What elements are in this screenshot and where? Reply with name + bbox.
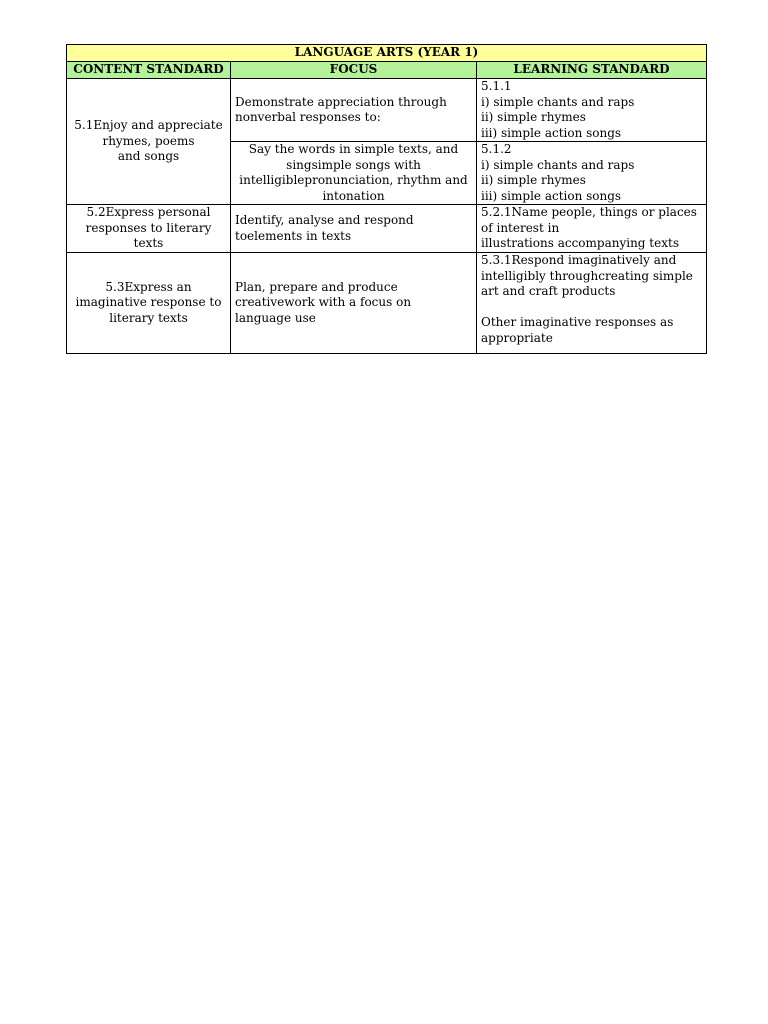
cell-line: i) simple chants and raps <box>481 94 635 109</box>
cell-line: 5.1Enjoy and appreciate <box>74 118 223 133</box>
language-arts-table <box>66 44 707 354</box>
table-header-row <box>67 62 707 79</box>
cell-line: 5.3Express an <box>105 279 192 294</box>
cell-line: 5.2.1Name people, things or places <box>481 205 697 219</box>
cell-line: toelements in texts <box>235 228 352 243</box>
cell-line: ii) simple rhymes <box>481 173 586 187</box>
cell-line: Say the words in simple texts, and <box>248 142 459 156</box>
cell-line: rhymes, poems <box>102 133 195 148</box>
cell-line: nonverbal responses to: <box>235 110 381 124</box>
cell-line: responses to literary <box>85 220 212 235</box>
content-standard-cell <box>67 79 231 205</box>
cell-line: Identify, analyse and respond <box>235 213 414 227</box>
focus-cell <box>231 253 477 354</box>
cell-line: ii) simple rhymes <box>481 110 586 124</box>
cell-line: intonation <box>322 188 385 203</box>
header-focus: FOCUS <box>231 62 477 79</box>
cell-line: iii) simple action songs <box>481 188 622 203</box>
learning-standard-cell <box>477 79 707 142</box>
header-content-standard: CONTENT STANDARD <box>67 62 231 79</box>
content-standard-cell <box>67 253 231 354</box>
cell-line: imaginative response to <box>75 295 222 310</box>
cell-line: of interest in <box>481 220 560 235</box>
cell-line: iii) simple action songs <box>481 125 622 140</box>
cell-line: art and craft products <box>481 284 616 298</box>
focus-cell <box>231 79 477 142</box>
cell-line: Plan, prepare and produce <box>235 279 398 294</box>
header-learning-standard: LEARNING STANDARD <box>477 62 707 79</box>
cell-line: Other imaginative responses as <box>481 315 674 329</box>
cell-line: and songs <box>117 149 180 164</box>
cell-line: singsimple songs with <box>286 157 421 172</box>
cell-spacer <box>481 300 702 316</box>
cell-line: literary texts <box>109 310 188 325</box>
table-row <box>67 205 707 253</box>
cell-line: Demonstrate appreciation through <box>235 94 447 109</box>
cell-line: i) simple chants and raps <box>481 157 635 172</box>
document-page <box>66 44 706 354</box>
learning-standard-cell <box>477 142 707 205</box>
learning-standard-cell <box>477 253 707 354</box>
cell-line: texts <box>133 236 164 251</box>
focus-cell <box>231 205 477 253</box>
table-row <box>67 79 707 142</box>
cell-line: 5.1.1 <box>481 79 512 93</box>
focus-cell <box>231 142 477 205</box>
cell-line: 5.2Express personal <box>86 205 211 220</box>
cell-line: creativework with a focus on <box>235 295 412 310</box>
cell-line: 5.1.2 <box>481 142 512 156</box>
cell-line: language use <box>235 310 316 325</box>
table-row <box>67 253 707 354</box>
cell-line: intelligiblepronunciation, rhythm and <box>239 173 468 187</box>
table-title-row <box>67 45 707 62</box>
learning-standard-cell <box>477 205 707 253</box>
cell-line: appropriate <box>481 330 553 345</box>
table-title: LANGUAGE ARTS (YEAR 1) <box>67 45 707 62</box>
cell-line: illustrations accompanying texts <box>481 236 679 250</box>
cell-line: 5.3.1Respond imaginatively and <box>481 253 677 267</box>
cell-line: intelligibly throughcreating simple <box>481 268 693 283</box>
content-standard-cell <box>67 205 231 253</box>
